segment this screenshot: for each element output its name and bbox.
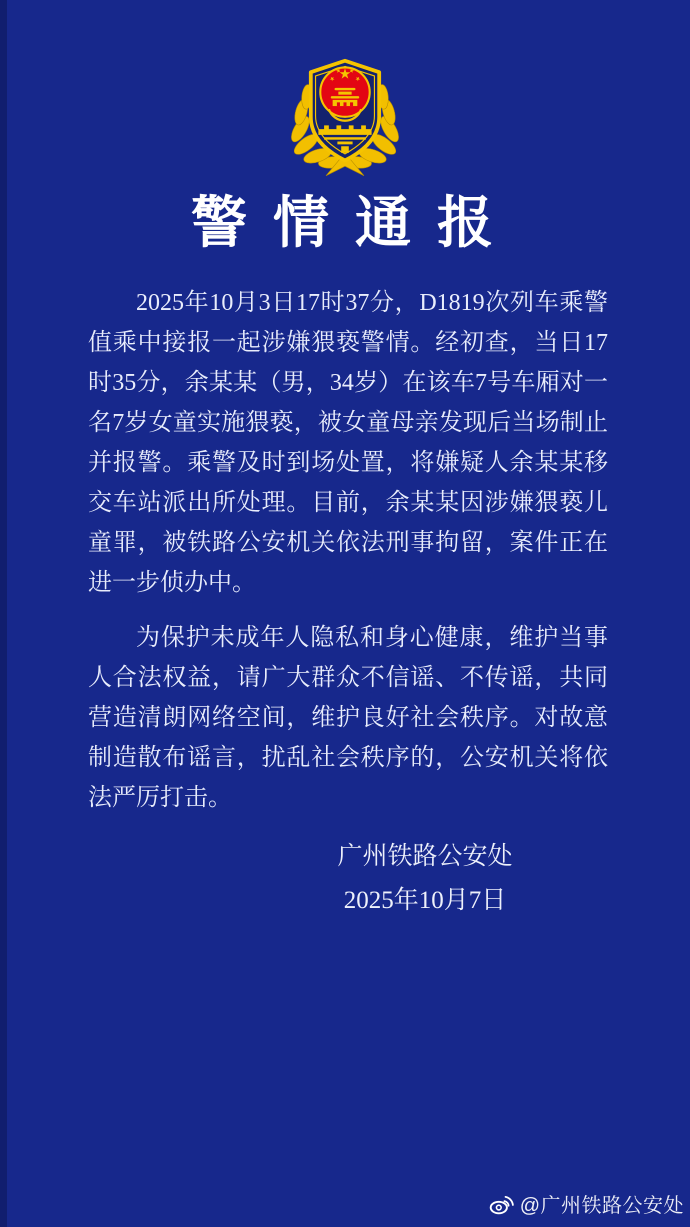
police-badge-icon — [288, 56, 402, 188]
weibo-watermark — [488, 1189, 684, 1218]
weibo-icon — [488, 1190, 515, 1217]
signature-block — [160, 835, 690, 923]
watermark-handle: @广州铁路公安处 — [519, 1195, 684, 1217]
notice-title: 警 情 通 报 — [191, 193, 499, 255]
notice-paragraph-2: 为保护未成年人隐私和身心健康，维护当事人合法权益，请广大群众不信谣、不传谣，共同营造清朗网络空间，维护良好社会秩序。对故意制造散布谣言，扰乱社会秩序的，公安机关将依法严厉打击。 — [88, 625, 608, 811]
signature-date: 2025年10月7日 — [343, 887, 507, 914]
notice-body — [88, 283, 608, 818]
signature-issuer: 广州铁路公安处 — [337, 843, 513, 870]
notice-paragraph-1: 2025年10月3日17时37分，D1819次列车乘警值乘中接报一起涉嫌猥亵警情。经初查，当日17时35分，余某某（男，34岁）在该车7号车厢对一名7岁女童实施猥亵，被女童母亲发现后当场制止并报警。乘警及时到场处置，将嫌疑人余某某移交车站派出所处理。目前，余某某因涉嫌猥亵儿童罪，被铁路公安机关依法刑事拘留，案件正在进一步侦办中。 — [88, 290, 608, 596]
